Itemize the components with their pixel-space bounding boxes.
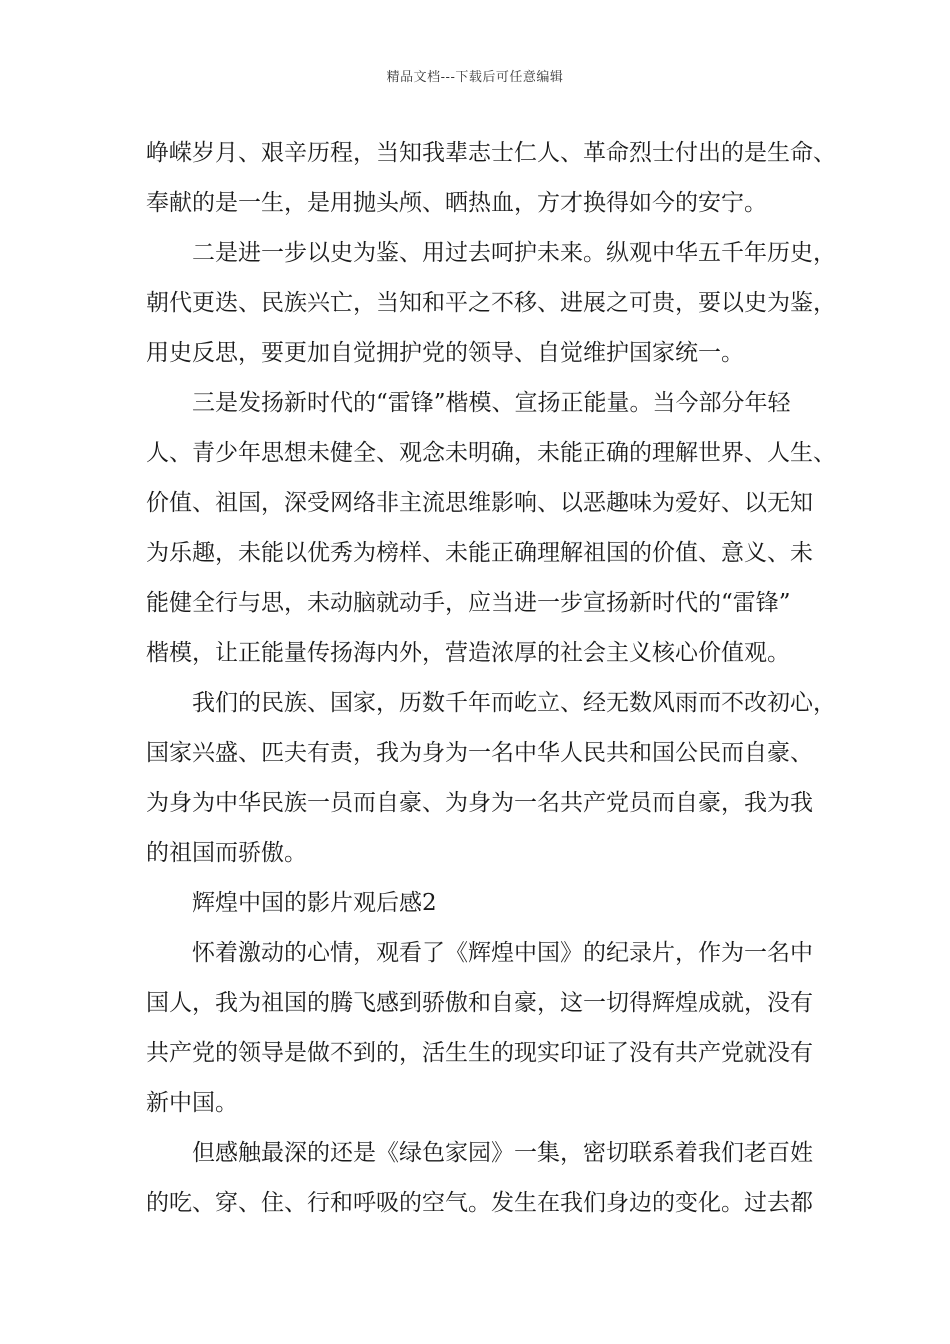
text-line: 但感触最深的还是《绿色家园》一集，密切联系着我们老百姓 — [192, 1140, 813, 1166]
text-line: 价值、祖国，深受网络非主流思维影响、以恶趣味为爱好、以无知 — [146, 490, 813, 516]
text-line: 能健全行与思，未动脑就动手，应当进一步宣扬新时代的“雷锋” — [146, 590, 791, 616]
text-line: 怀着激动的心情，观看了《辉煌中国》的纪录片，作为一名中 — [192, 940, 813, 966]
page-header: 精品文档---下载后可任意编辑 — [386, 70, 564, 85]
text-line: 奉献的是一生，是用抛头颅、晒热血，方才换得如今的安宁。 — [146, 190, 767, 216]
text-line: 为身为中华民族一员而自豪、为身为一名共产党员而自豪，我为我 — [146, 790, 813, 816]
text-line: 楷模，让正能量传扬海内外，营造浓厚的社会主义核心价值观。 — [146, 640, 790, 666]
document-body — [146, 128, 836, 1228]
text-line: 国人，我为祖国的腾飞感到骄傲和自豪，这一切得辉煌成就，没有 — [146, 990, 813, 1016]
text-line: 的吃、穿、住、行和呼吸的空气。发生在我们身边的变化。过去都 — [146, 1190, 813, 1216]
text-line: 国家兴盛、匹夫有责，我为身为一名中华人民共和国公民而自豪、 — [146, 740, 813, 766]
text-line: 的祖国而骄傲。 — [146, 840, 307, 866]
text-line: 人、青少年思想未健全、观念未明确，未能正确的理解世界、人生、 — [146, 440, 836, 466]
text-line: 朝代更迭、民族兴亡，当知和平之不移、进展之可贵，要以史为鉴， — [146, 290, 836, 316]
text-line: 三是发扬新时代的“雷锋”楷模、宣扬正能量。当今部分年轻 — [192, 390, 791, 416]
text-line: 新中国。 — [146, 1090, 238, 1116]
section-heading: 辉煌中国的影片观后感2 — [192, 890, 437, 916]
text-line: 峥嵘岁月、艰辛历程，当知我辈志士仁人、革命烈士付出的是生命、 — [146, 140, 836, 166]
text-line: 二是进一步以史为鉴、用过去呵护未来。纵观中华五千年历史， — [192, 240, 836, 266]
text-line: 我们的民族、国家，历数千年而屹立、经无数风雨而不改初心， — [192, 690, 836, 716]
text-line: 用史反思，要更加自觉拥护党的领导、自觉维护国家统一。 — [146, 340, 744, 366]
text-line: 为乐趣，未能以优秀为榜样、未能正确理解祖国的价值、意义、未 — [146, 540, 813, 566]
text-line: 共产党的领导是做不到的，活生生的现实印证了没有共产党就没有 — [146, 1040, 813, 1066]
